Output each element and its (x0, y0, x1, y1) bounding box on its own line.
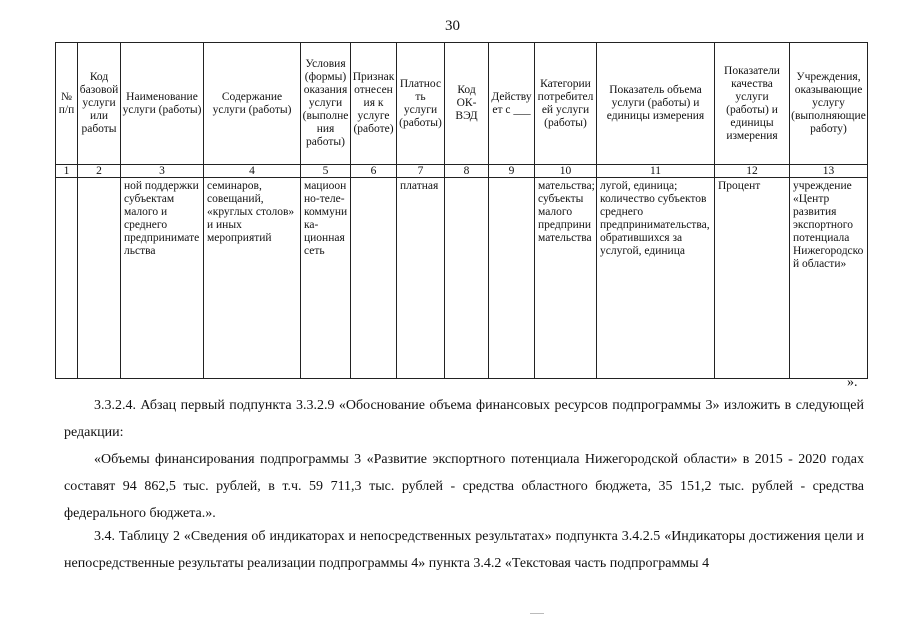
paragraph-amendment-3-4: 3.4. Таблицу 2 «Сведения об индикаторах и непосредственных результатах» подпункта 3.4.2.5 «Индикаторы достижения цели и непосредственные результаты реализации подпрограммы 4» пункта 3.4.2 «Текстовая часть подпрограммы 4 (64, 529, 864, 571)
column-number: 1 (56, 165, 78, 178)
table-cell: лугой, единица; количество субъектов среднего предпринимательства, обратившихся за услугой, единица (597, 178, 715, 379)
table-cell: платная (397, 178, 445, 379)
column-number: 4 (204, 165, 301, 178)
header-cell: Категории потребителей услуги (работы) (535, 43, 597, 165)
header-cell: Показатели качества услуги (работы) и единицы измерения (715, 43, 790, 165)
column-number: 2 (78, 165, 121, 178)
page-number: 30 (445, 18, 460, 34)
header-cell: Платность услуги (работы) (397, 43, 445, 165)
header-cell: № п/п (56, 43, 78, 165)
column-number: 5 (301, 165, 351, 178)
table-cell (78, 178, 121, 379)
paragraph-financing-volume: «Объемы финансирования подпрограммы 3 «Развитие экспортного потенциала Нижегородской области» в 2015 - 2020 годах составят 94 862,5 тыс. рублей, в т.ч. 59 711,3 тыс. рублей - средства областного бюджета, 35 151,2 тыс. рублей - средства федерального бюджета.». (64, 452, 864, 521)
header-cell: Показатель объема услуги (работы) и единицы измерения (597, 43, 715, 165)
column-number: 3 (121, 165, 204, 178)
column-number: 7 (397, 165, 445, 178)
table-row (56, 178, 868, 379)
table-header-row (56, 43, 868, 165)
header-cell: Содержание услуги (работы) (204, 43, 301, 165)
column-number: 11 (597, 165, 715, 178)
header-cell: Действует с ___ (489, 43, 535, 165)
column-number: 6 (351, 165, 397, 178)
table-cell: учреждение «Центр развития экспортного потенциала Нижегородской области» (790, 178, 868, 379)
table-cell (445, 178, 489, 379)
column-number: 10 (535, 165, 597, 178)
column-number: 13 (790, 165, 868, 178)
table-cell: ной поддержки субъектам малого и среднего предпринимательства (121, 178, 204, 379)
table-cell (489, 178, 535, 379)
header-cell: Наименование услуги (работы) (121, 43, 204, 165)
paragraph-amendment-3-3-2-4: 3.3.2.4. Абзац первый подпункта 3.3.2.9 «Обоснование объема финансовых ресурсов подпрограммы 3» изложить в следующей редакции: (64, 398, 864, 440)
column-number-row (56, 165, 868, 178)
header-cell: Признак отнесения к услуге (работе) (351, 43, 397, 165)
table-cell: мациоонно-теле-коммуника-ционная сеть (301, 178, 351, 379)
column-number: 12 (715, 165, 790, 178)
closing-quote-mark: ». (847, 375, 858, 390)
table-cell (56, 178, 78, 379)
table-cell: Процент (715, 178, 790, 379)
header-cell: Условия (формы) оказания услуги (выполнения работы) (301, 43, 351, 165)
column-number: 9 (489, 165, 535, 178)
table-cell: мательства; субъекты малого предпринимательства (535, 178, 597, 379)
header-cell: Учреждения, оказывающие услугу (выполняющие работу) (790, 43, 868, 165)
header-cell: Код базовой услуги или работы (78, 43, 121, 165)
scan-artifact (530, 613, 544, 614)
table-cell (351, 178, 397, 379)
services-table (55, 42, 868, 379)
column-number: 8 (445, 165, 489, 178)
table-cell: семинаров, совещаний, «круглых столов» и иных мероприятий (204, 178, 301, 379)
header-cell: Код ОК-ВЭД (445, 43, 489, 165)
